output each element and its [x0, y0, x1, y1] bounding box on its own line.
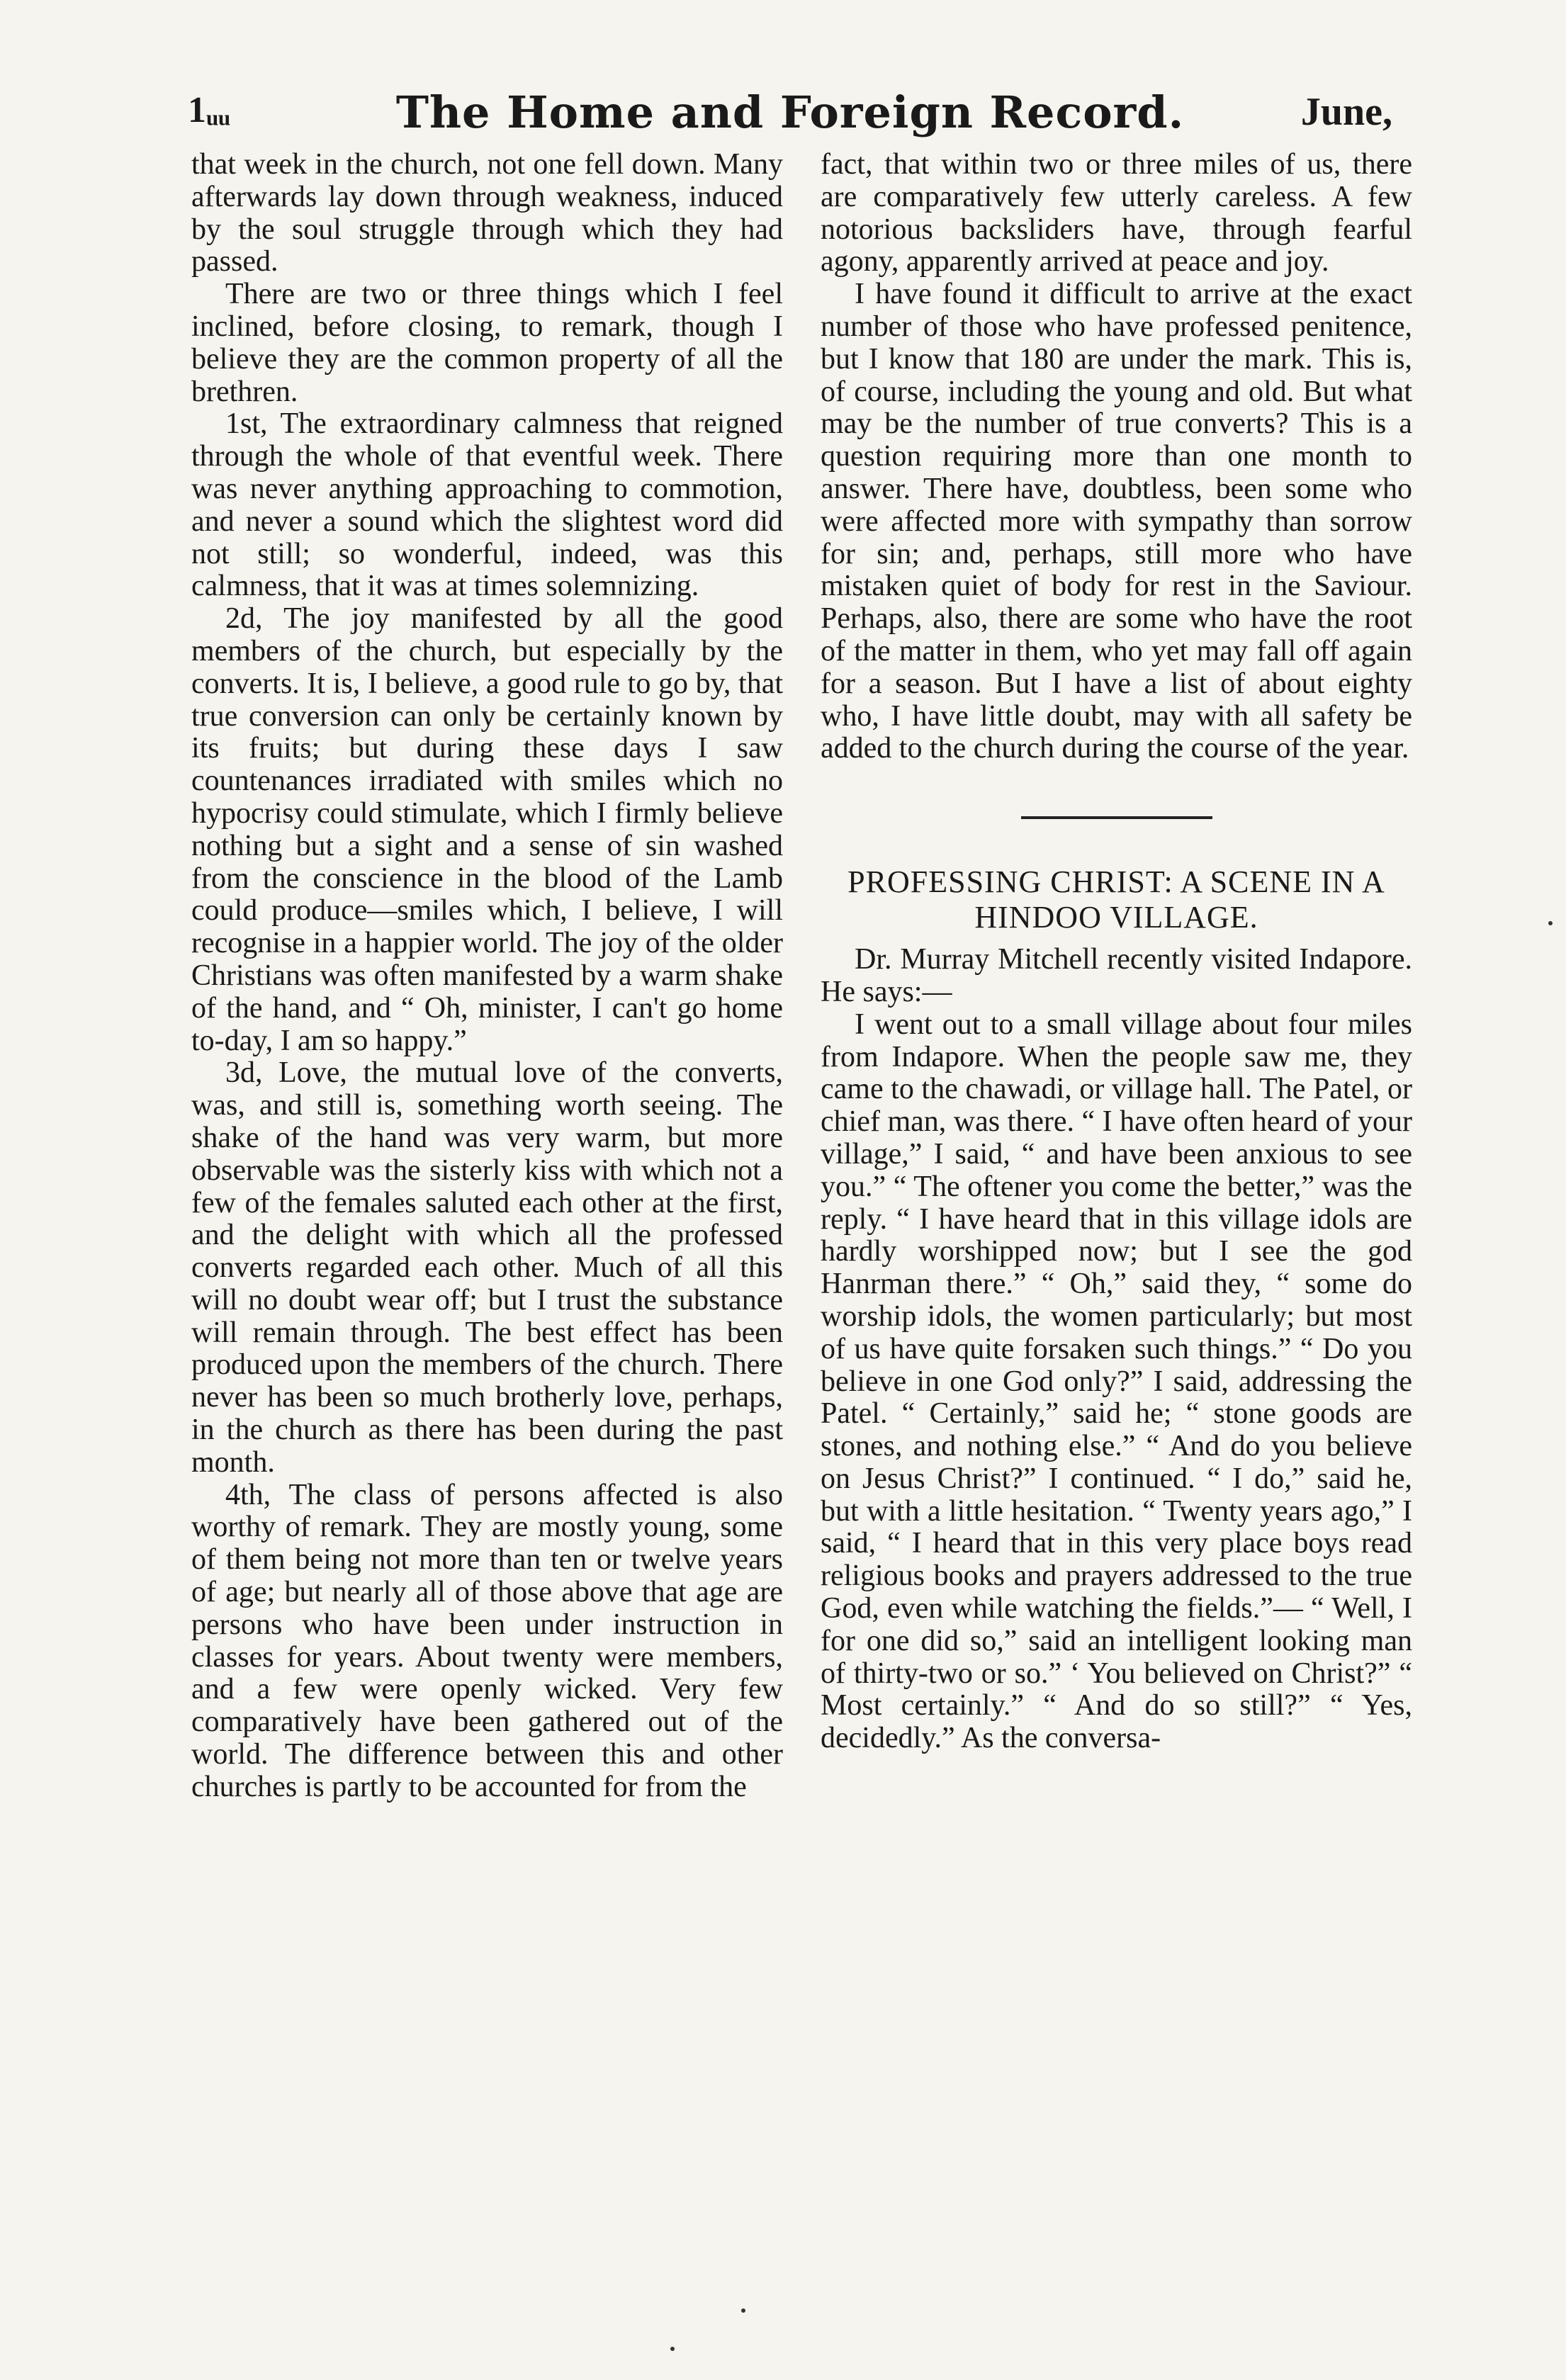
section-heading: PROFESSING CHRIST: A SCENE IN A HINDOO VILLAGE. — [847, 864, 1385, 935]
paragraph: There are two or three things which I feel inclined, before closing, to remark, though I believe they are the common property of all the brethren. — [191, 278, 783, 408]
paragraph: 3d, Love, the mutual love of the converts, was, and still is, something worth seeing. The shake of the hand was very warm, but more observable was the sisterly kiss with which not a few of the females saluted each other at the first, and the delight with which all the professed converts regarded each other. Much of all this will no doubt wear off; but I trust the substance will remain through. The best effect has been produced upon the members of the church. There never has been so much brotherly love, perhaps, in the church as there has been during the past month. — [191, 1056, 783, 1479]
print-speck — [741, 2308, 745, 2313]
paragraph: 4th, The class of persons affected is also worthy of remark. They are mostly young, some of them being not more than ten or twelve years of age; but nearly all of those above that age are persons who have been under instruction in classes for years. About twenty were members, and a few were openly wicked. Very few comparatively have been gathered out of the world. The difference between this and other churches is partly to be accounted for from the — [191, 1478, 783, 1803]
page-number: 1ᵤᵤ — [188, 90, 230, 130]
right-column — [821, 149, 1412, 1755]
journal-title: The Home and Foreign Record. — [395, 86, 1185, 138]
paragraph: I have found it difficult to arrive at the exact number of those who have professed penitence, but I know that 180 are under the mark. This is, of course, including the young and old. But what may be the number of true converts? This is a question requiring more than one month to answer. There have, doubtless, been some who were affected more with sympathy than sorrow for sin; and, perhaps, still more who have mistaken quiet of body for rest in the Saviour. Perhaps, also, there are some who have the root of the matter in them, who yet may fall off again for a season. But I have a list of about eighty who, I have little doubt, may with all safety be added to the church during the course of the year. — [821, 278, 1412, 765]
paragraph: 2d, The joy manifested by all the good members of the church, but especially by the converts. It is, I believe, a good rule to go by, that true conversion can only be certainly known by its fruits; but during these days I saw countenances irradiated with smiles which no hypocrisy could stimulate, which I firmly believe nothing but a sight and a sense of sin washed from the conscience in the blood of the Lamb could produce—smiles which, I believe, I will recognise in a happier world. The joy of the older Christians was often manifested by a warm shake of the hand, and “ Oh, minister, I can't go home to-day, I am so happy.” — [191, 602, 783, 1057]
paragraph: that week in the church, not one fell down. Many afterwards lay down through weakness, induced by the soul struggle through which they had passed. — [191, 148, 783, 278]
paragraph: Dr. Murray Mitchell recently visited Indapore. He says:— — [821, 943, 1412, 1008]
issue-month: June, — [1300, 90, 1392, 134]
running-header — [188, 86, 1392, 146]
left-column — [191, 149, 783, 1804]
paragraph: I went out to a small village about four miles from Indapore. When the people saw me, they came to the chawadi, or village hall. The Patel, or chief man, was there. “ I have often heard of your village,” I said, “ and have been anxious to see you.” “ The oftener you come the better,” was the reply. “ I have heard that in this village idols are hardly worshipped now; but I see the god Hanrman there.” “ Oh,” said they, “ some do worship idols, the women particularly; but most of us have quite forsaken such things.” “ Do you believe in one God only?” I said, addressing the Patel. “ Certainly,” said he; “ stone goods are stones, and nothing else.” “ And do you believe on Jesus Christ?” I continued. “ I do,” said he, but with a little hesitation. “ Twenty years ago,” I said, “ I heard that in this very place boys read religious books and prayers addressed to the true God, even while watching the fields.”— “ Well, I for one did so,” said an intelligent looking man of thirty-two or so.” ‘ You believed on Christ?” “ Most certainly.” “ And do so still?” “ Yes, decidedly.” As the conversa- — [821, 1008, 1412, 1755]
print-speck — [1548, 921, 1553, 925]
paragraph: fact, that within two or three miles of us, there are comparatively few utterly careless. A few notorious backsliders have, through fearful agony, apparently arrived at peace and joy. — [821, 148, 1412, 278]
print-speck — [670, 2347, 675, 2351]
section-divider — [1021, 816, 1212, 819]
paragraph: 1st, The extraordinary calmness that reigned through the whole of that eventful week. There was never anything approaching to commotion, and never a sound which the slightest word did not still; so wonderful, indeed, was this calmness, that it was at times solemnizing. — [191, 407, 783, 603]
